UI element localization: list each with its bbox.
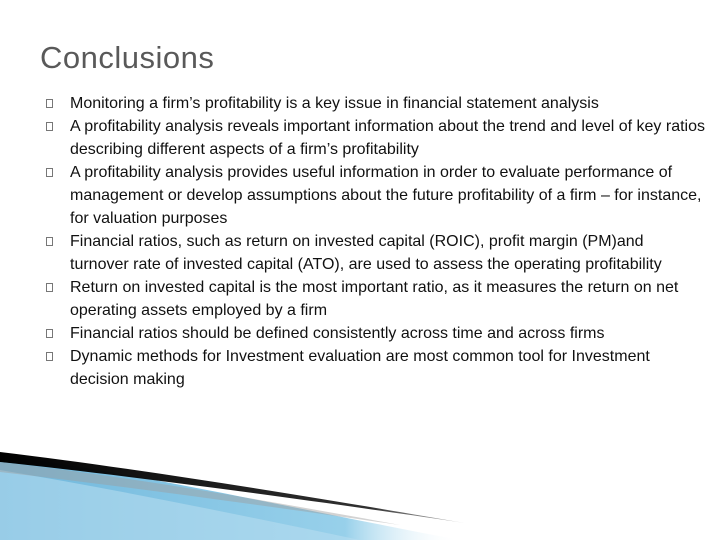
bullet-text: A profitability analysis reveals important information about the trend and level of key ratios describing different aspects of a firm’s profitability [70,118,705,158]
dark-swoosh-shape [0,452,465,523]
bullet-item [46,115,706,161]
bullet-item [46,92,706,115]
bullet-text: A profitability analysis provides useful information in order to evaluate performance of management or develop assumptions about the future profitability of a firm – for instance, for valuation purposes [70,164,702,227]
bullet-text: Return on invested capital is the most important ratio, as it measures the return on net operating assets employed by a firm [70,279,679,319]
gray-swoosh-shape [0,462,400,525]
bullet-text: Monitoring a firm’s profitability is a key issue in financial statement analysis [70,95,599,112]
bullet-marker-icon [46,329,53,338]
bullet-marker-icon [46,352,53,361]
bullet-item [46,161,706,230]
bullet-marker-icon [46,168,53,177]
slide-title: Conclusions [40,40,215,75]
conclusions-bullet-list [46,92,706,391]
bullet-marker-icon [46,99,53,108]
bullet-item [46,322,706,345]
bullet-text: Financial ratios should be defined consistently across time and across firms [70,325,605,342]
bullet-text: Dynamic methods for Investment evaluation are most common tool for Investment decision making [70,348,650,388]
blue-swoosh-shape [0,455,460,540]
bullet-marker-icon [46,122,53,131]
blue-swoosh-light-shape [0,470,360,540]
bullet-marker-icon [46,237,53,246]
bullet-item [46,276,706,322]
bullet-text: Financial ratios, such as return on invested capital (ROIC), profit margin (PM)and turnover rate of invested capital (ATO), are used to assess the operating profitability [70,233,662,273]
bullet-marker-icon [46,283,53,292]
bullet-item [46,230,706,276]
bullet-item [46,345,706,391]
